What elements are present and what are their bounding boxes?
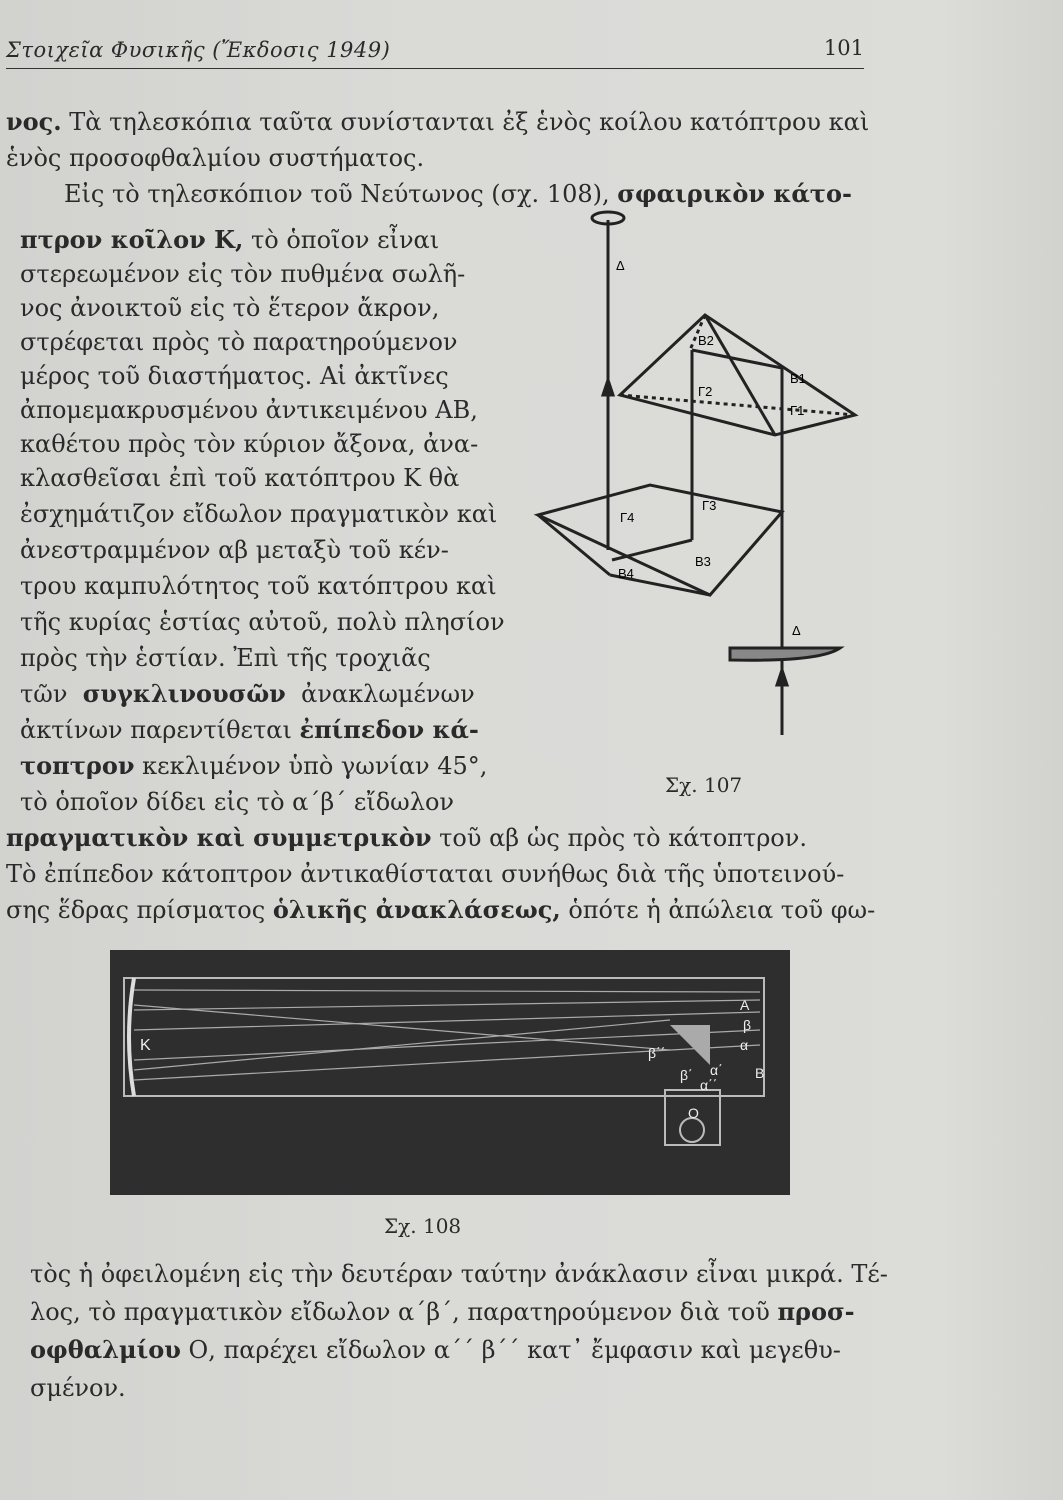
text-line: μέρος τοῦ διαστήματος. Αἱ ἀκτῖνες xyxy=(20,362,449,390)
label-b1: Β1 xyxy=(790,371,806,386)
label-g2: Γ2 xyxy=(698,384,713,399)
figure-108-telescope-photo xyxy=(110,950,790,1195)
arrow-icon xyxy=(777,670,787,685)
label-b4: Β4 xyxy=(618,566,634,581)
text-line: οφθαλμίου Ο, παρέχει εἴδωλον α΄΄ β΄΄ κατ᾽ ἔμφασιν καὶ μεγεθυ- xyxy=(30,1335,841,1364)
text-line: ἐσχημάτιζον εἴδωλον πραγματικὸν καὶ xyxy=(20,500,498,528)
text-line: Εἰς τὸ τηλεσκόπιον τοῦ Νεύτωνος (σχ. 108), σφαιρικὸν κάτο- xyxy=(64,179,852,208)
text-line: κλασθεῖσαι ἐπὶ τοῦ κατόπτρου Κ θὰ xyxy=(20,464,460,492)
text-line: λος, τὸ πραγματικὸν εἴδωλον α΄β΄, παρατηρούμενον διὰ τοῦ προσ- xyxy=(30,1297,855,1326)
text-line: νος ἀνοικτοῦ εἰς τὸ ἕτερον ἄκρον, xyxy=(20,294,440,322)
text-line: τὸ ὁποῖον δίδει εἰς τὸ α΄β΄ εἴδωλον xyxy=(20,788,454,816)
text-line: τοπτρον κεκλιμένον ὑπὸ γωνίαν 45°, xyxy=(20,751,488,780)
text-line: καθέτου πρὸς τὸν κύριον ἄξονα, ἀνα- xyxy=(20,430,479,458)
text-line: πραγματικὸν καὶ συμμετρικὸν τοῦ αβ ὡς πρὸς τὸ κάτοπτρον. xyxy=(6,823,807,852)
text-line: στρέφεται πρὸς τὸ παρατηρούμενον xyxy=(20,328,458,356)
prism-top xyxy=(620,315,855,435)
figure-108-caption: Σχ. 108 xyxy=(384,1214,462,1238)
text-line: στερεωμένον εἰς τὸν πυθμένα σωλῆ- xyxy=(20,260,466,288)
text-line: πρὸς τὴν ἑστίαν. Ἐπὶ τῆς τροχιᾶς xyxy=(20,644,431,672)
text-line: νος. Τὰ τηλεσκόπια ταῦτα συνίστανται ἐξ ἑνὸς κοίλου κατόπτρου καὶ xyxy=(6,107,870,136)
text-line: ἑνὸς προσοφθαλμίου συστήματος. xyxy=(6,144,425,172)
label-g3: Γ3 xyxy=(702,498,717,513)
figure-107-caption: Σχ. 107 xyxy=(665,773,743,797)
page-edge-shadow xyxy=(943,0,1063,1500)
label-beta-double: β΄΄ xyxy=(648,1045,666,1061)
running-header xyxy=(6,34,864,69)
text-line: πτρον κοῖλον Κ, τὸ ὁποῖον εἶναι xyxy=(20,225,440,254)
prism-edge xyxy=(705,315,775,435)
label-b3: Β3 xyxy=(695,554,711,569)
header-title: Στοιχεῖα Φυσικῆς (Ἔκδοσις 1949) xyxy=(6,38,391,62)
text-line: ἀκτίνων παρεντίθεται ἐπίπεδον κά- xyxy=(20,715,479,744)
figure-107-prism-diagram xyxy=(520,200,880,740)
label-delta-bottom: Δ xyxy=(792,623,801,638)
label-g1: Γ1 xyxy=(790,403,805,418)
label-alpha-double: α΄΄ xyxy=(700,1077,718,1093)
label-O: O xyxy=(688,1105,699,1121)
text-line: σης ἕδρας πρίσματος ὁλικῆς ἀνακλάσεως, ὁπότε ἡ ἀπώλεια τοῦ φω- xyxy=(6,895,876,924)
label-b2: Β2 xyxy=(698,333,714,348)
label-alpha: α xyxy=(740,1037,749,1053)
text-line: τρου καμπυλότητος τοῦ κατόπτρου καὶ xyxy=(20,572,497,600)
text-line: τὸς ἡ ὀφειλομένη εἰς τὴν δευτέραν ταύτην ἀνάκλασιν εἶναι μικρά. Τέ- xyxy=(30,1260,888,1288)
text-line: τῶν συγκλινουσῶν ἀνακλωμένων xyxy=(20,679,475,708)
page-number: 101 xyxy=(823,36,864,60)
objective-lens xyxy=(730,648,840,660)
label-alpha-prime: α΄ xyxy=(710,1062,723,1078)
label-beta: β xyxy=(743,1017,752,1033)
text-line: τῆς κυρίας ἑστίας αὐτοῦ, πολὺ πλησίον xyxy=(20,608,505,636)
text-line: σμένον. xyxy=(30,1374,126,1402)
label-beta-prime: β΄ xyxy=(680,1067,693,1083)
prism-bottom xyxy=(538,485,782,595)
label-k: K xyxy=(140,1037,151,1054)
label-A: A xyxy=(740,997,750,1013)
text-line: Τὸ ἐπίπεδον κάτοπτρον ἀντικαθίσταται συνήθως διὰ τῆς ὑποτεινού- xyxy=(6,860,845,888)
label-delta-top: Δ xyxy=(616,258,625,273)
label-B: B xyxy=(755,1065,765,1081)
text-line: ἀπομεμακρυσμένου ἀντικειμένου ΑΒ, xyxy=(20,396,478,424)
text-line: ἀνεστραμμένον αβ μεταξὺ τοῦ κέν- xyxy=(20,536,449,564)
label-g4: Γ4 xyxy=(620,510,635,525)
ray-line xyxy=(612,540,692,560)
arrow-icon xyxy=(603,380,613,395)
